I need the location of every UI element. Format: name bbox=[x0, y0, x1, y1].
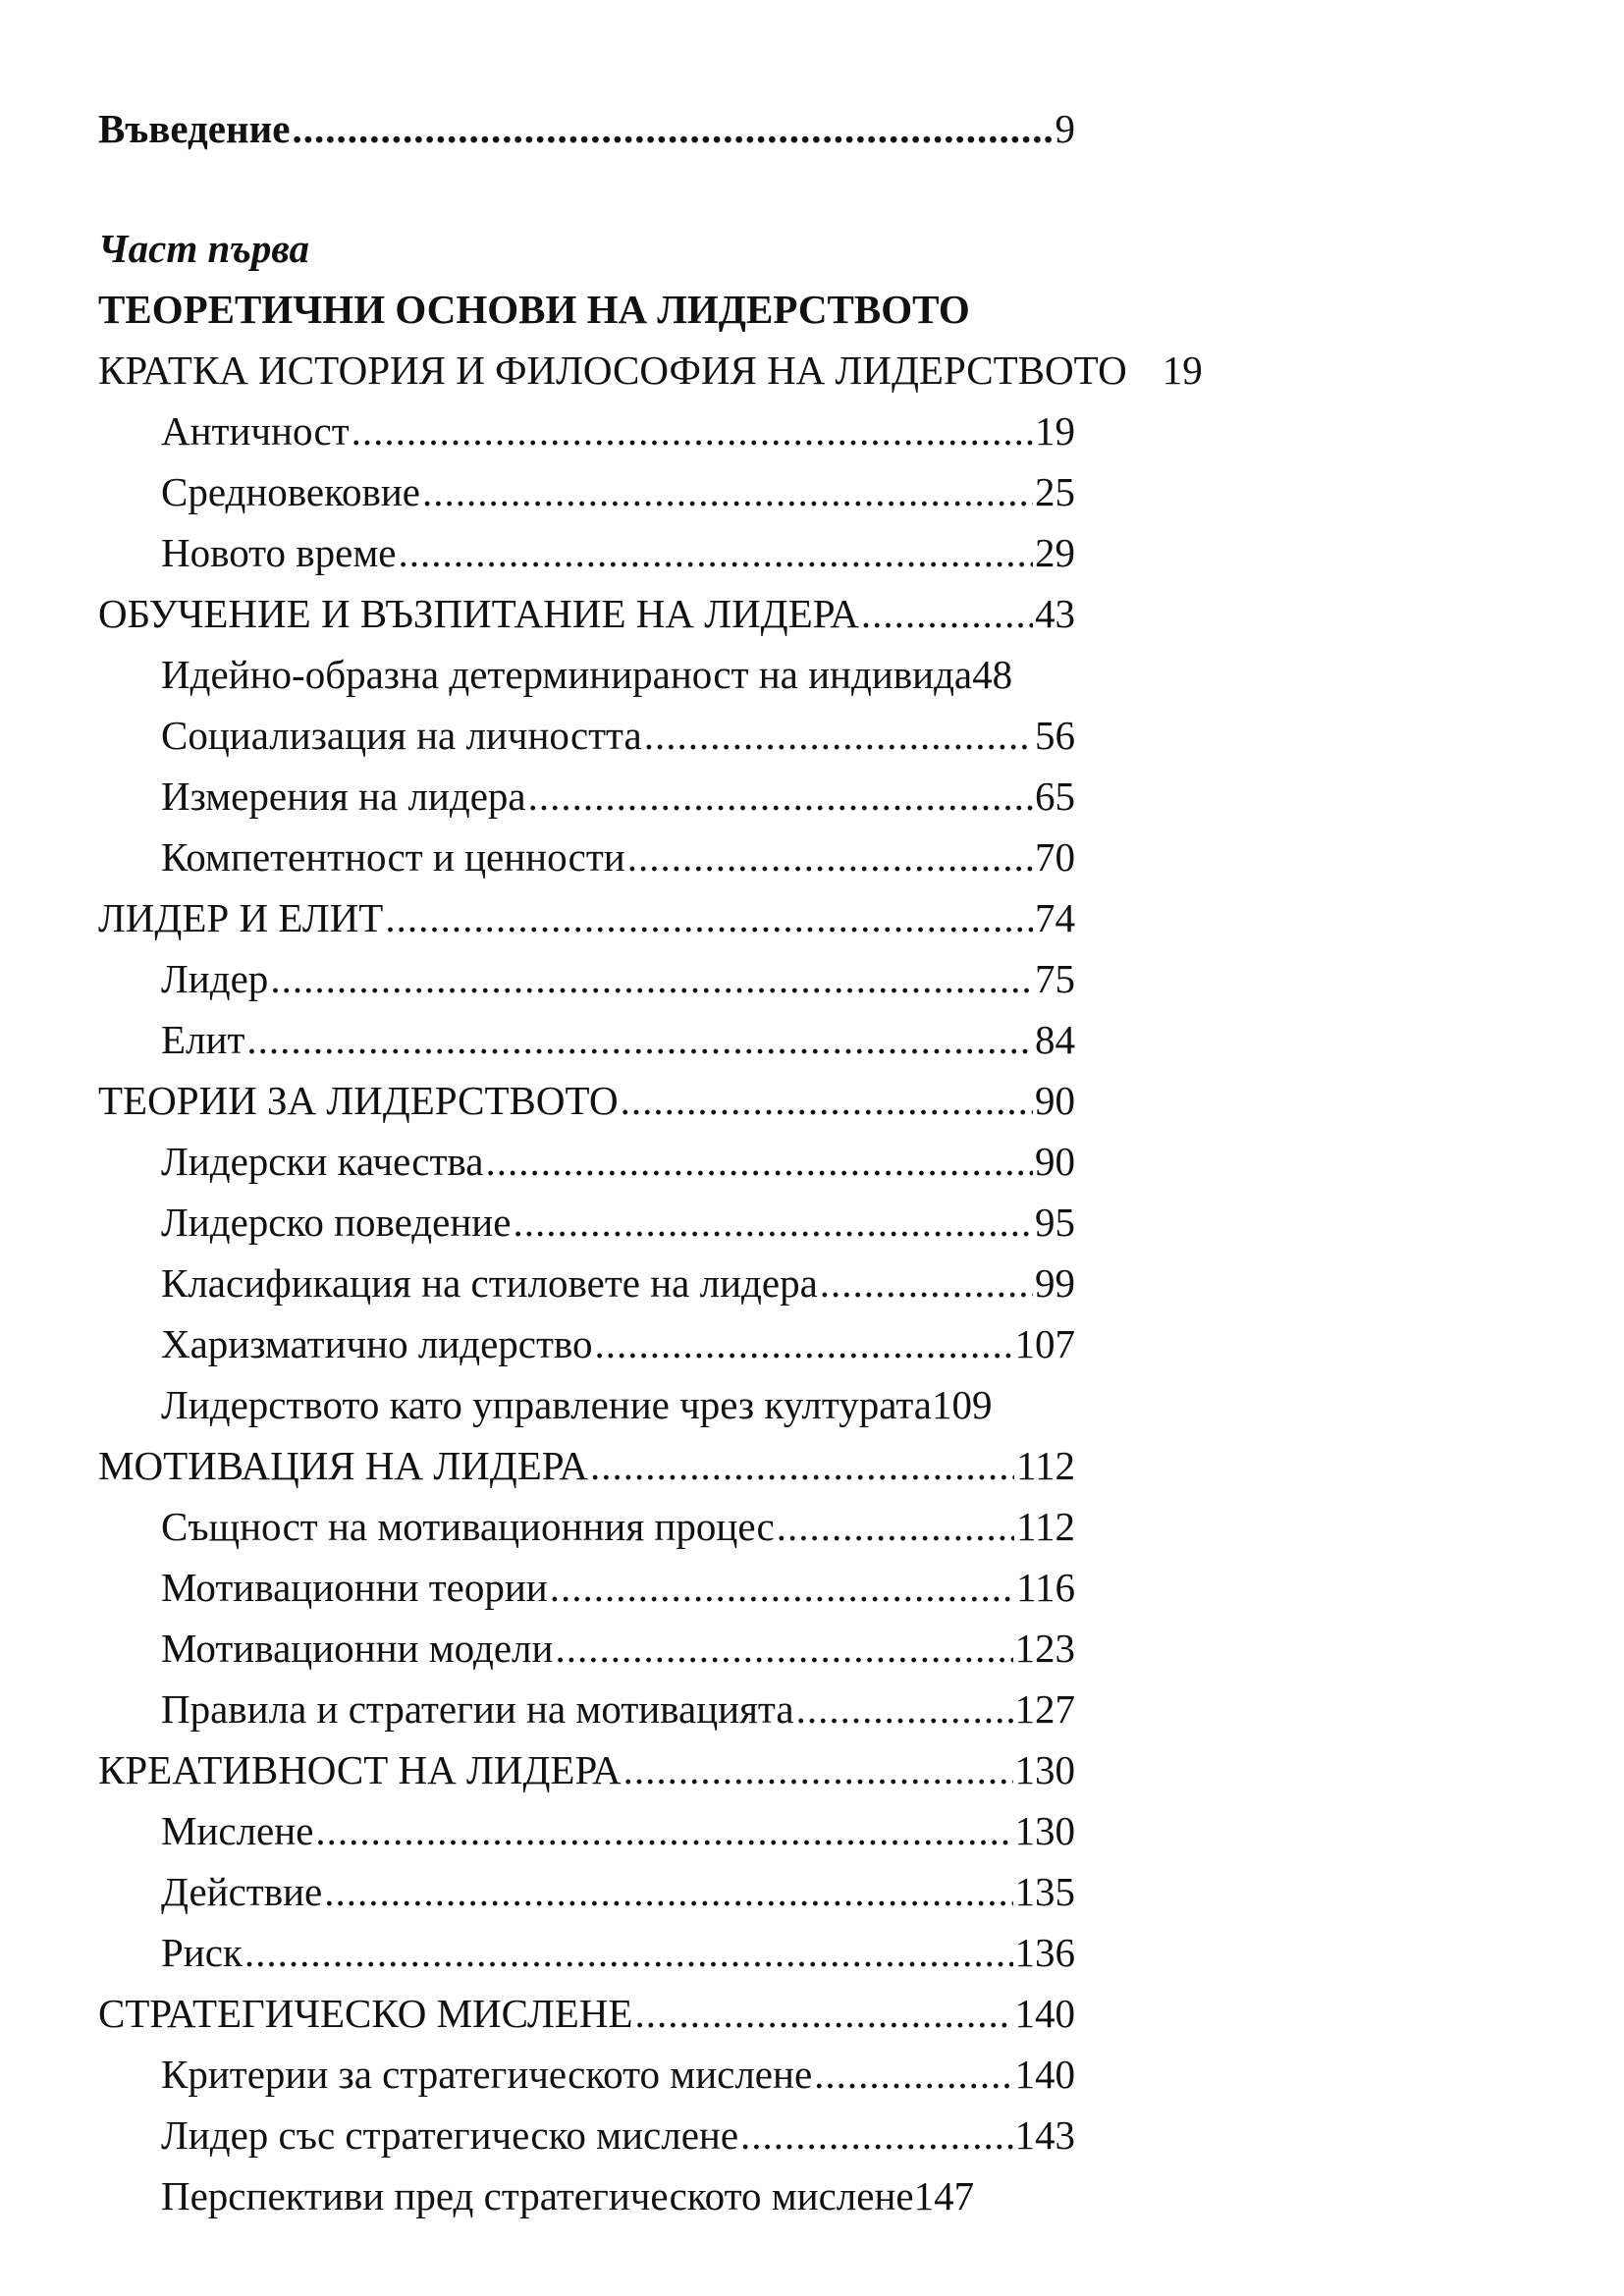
toc-section-title: Класификация на стиловете на лидера bbox=[161, 1260, 818, 1306]
toc-chapter-title: СТРАТЕГИЧЕСКО МИСЛЕНЕ bbox=[98, 1991, 633, 2036]
toc-section bbox=[98, 1618, 1075, 1679]
dot-leader bbox=[352, 400, 1033, 461]
toc-page-number: 140 bbox=[1014, 2052, 1075, 2097]
toc-section-title: Критерии за стратегическото мислене bbox=[161, 2052, 813, 2097]
toc-page-number: 48 bbox=[972, 652, 1013, 697]
dot-leader bbox=[550, 1557, 1014, 1618]
toc-page-number: 107 bbox=[1014, 1321, 1075, 1366]
toc-section bbox=[98, 1557, 1075, 1618]
toc-section-title: Лидерски качества bbox=[161, 1139, 484, 1184]
toc-chapter-title: МОТИВАЦИЯ НА ЛИДЕРА bbox=[98, 1443, 588, 1488]
dot-leader bbox=[814, 2044, 1012, 2105]
toc-section-title: Лидерско поведение bbox=[161, 1200, 512, 1245]
toc-page-number: 136 bbox=[1014, 1930, 1075, 1975]
toc-page-number: 90 bbox=[1035, 1139, 1075, 1184]
toc-section-title: Идейно-образна детерминираност на индивида bbox=[161, 652, 973, 697]
toc-chapter-title: ЛИДЕР И ЕЛИТ bbox=[98, 895, 384, 940]
toc-section-title: Лидерството като управление чрез културата bbox=[161, 1382, 932, 1427]
dot-leader bbox=[623, 1739, 1013, 1800]
toc-section-title: Действие bbox=[161, 1869, 323, 1914]
dot-leader bbox=[385, 887, 1033, 948]
toc-section bbox=[98, 1800, 1075, 1861]
dot-leader bbox=[861, 583, 1033, 644]
toc-section bbox=[98, 1009, 1075, 1070]
toc-section bbox=[98, 1922, 1075, 1983]
toc-section-title: Измерения на лидера bbox=[161, 774, 526, 819]
toc-section bbox=[98, 2044, 1075, 2105]
toc-section bbox=[98, 1374, 1075, 1435]
dot-leader bbox=[244, 1922, 1013, 1983]
toc-section-title: Лидер със стратегическо мислене bbox=[161, 2112, 739, 2158]
toc-page-number: 9 bbox=[1055, 106, 1075, 151]
toc-page-number: 130 bbox=[1014, 1808, 1075, 1853]
toc-chapter-title: ТЕОРИИ ЗА ЛИДЕРСТВОТО bbox=[98, 1078, 619, 1123]
toc-section bbox=[98, 2105, 1075, 2165]
dot-leader bbox=[590, 1435, 1014, 1496]
toc-chapter-title: ОБУЧЕНИЕ И ВЪЗПИТАНИЕ НА ЛИДЕРА bbox=[98, 591, 859, 636]
toc-section bbox=[98, 1192, 1075, 1253]
toc-page-number: 99 bbox=[1035, 1260, 1075, 1306]
dot-leader bbox=[292, 98, 1053, 159]
toc-page-number: 70 bbox=[1035, 834, 1075, 880]
toc-section-title: Мотивационни модели bbox=[161, 1626, 554, 1671]
part-label: Част първа bbox=[98, 226, 309, 271]
toc-section bbox=[98, 400, 1075, 461]
toc-section-title: Мотивационни теории bbox=[161, 1565, 548, 1610]
toc-section-title: Новото време bbox=[161, 530, 397, 575]
toc-section bbox=[98, 1253, 1075, 1313]
toc-page-number: 147 bbox=[913, 2173, 975, 2218]
dot-leader bbox=[644, 705, 1033, 766]
dot-leader bbox=[595, 1313, 1013, 1374]
toc-section bbox=[98, 948, 1075, 1009]
toc-chapter-title: КРЕАТИВНОСТ НА ЛИДЕРА bbox=[98, 1747, 622, 1792]
toc-page-number: 25 bbox=[1035, 469, 1075, 514]
dot-leader bbox=[777, 1496, 1014, 1557]
toc-page-number: 65 bbox=[1035, 774, 1075, 819]
toc-chapter-title: КРАТКА ИСТОРИЯ И ФИЛОСОФИЯ НА ЛИДЕРСТВОТО bbox=[98, 347, 1127, 393]
toc-section-title: Харизматично лидерство bbox=[161, 1321, 593, 1366]
toc-section bbox=[98, 644, 1075, 705]
toc-entry-title: Въведение bbox=[98, 106, 291, 151]
toc-chapter bbox=[98, 340, 1306, 400]
dot-leader bbox=[324, 1861, 1012, 1922]
toc-page-number: 19 bbox=[1162, 347, 1203, 393]
toc-section bbox=[98, 1679, 1075, 1739]
toc-chapter bbox=[98, 1435, 1075, 1496]
toc-page-number: 116 bbox=[1016, 1565, 1075, 1610]
dot-leader bbox=[422, 461, 1033, 522]
toc-section bbox=[98, 827, 1075, 887]
toc-entry-introduction bbox=[98, 98, 1075, 159]
dot-leader bbox=[513, 1192, 1033, 1253]
dot-leader bbox=[796, 1679, 1013, 1739]
toc-page-number: 127 bbox=[1014, 1686, 1075, 1732]
toc-page-number: 140 bbox=[1014, 1991, 1075, 2036]
toc-chapter bbox=[98, 1070, 1075, 1131]
dot-leader bbox=[740, 2105, 1012, 2165]
toc-chapter bbox=[98, 583, 1075, 644]
dot-leader bbox=[820, 1253, 1033, 1313]
toc-section-title: Компетентност и ценности bbox=[161, 834, 625, 880]
toc-page-number: 112 bbox=[1016, 1443, 1075, 1488]
toc-section bbox=[98, 2165, 1075, 2226]
toc-section-title: Лидер bbox=[161, 956, 269, 1001]
dot-leader bbox=[555, 1618, 1012, 1679]
toc-section bbox=[98, 461, 1075, 522]
toc-page-number: 143 bbox=[1014, 2112, 1075, 2158]
toc-section-title: Мислене bbox=[161, 1808, 314, 1853]
dot-leader bbox=[485, 1131, 1033, 1192]
toc-page-number: 95 bbox=[1035, 1200, 1075, 1245]
toc-page-number: 135 bbox=[1014, 1869, 1075, 1914]
toc-section bbox=[98, 705, 1075, 766]
toc-page-number: 43 bbox=[1035, 591, 1075, 636]
toc-page-number: 75 bbox=[1035, 956, 1075, 1001]
toc-page-number: 123 bbox=[1014, 1626, 1075, 1671]
toc-section-title: Същност на мотивационния процес bbox=[161, 1504, 775, 1549]
part-title: ТЕОРЕТИЧНИ ОСНОВИ НА ЛИДЕРСТВОТО bbox=[98, 287, 970, 332]
toc-page-number: 109 bbox=[932, 1382, 993, 1427]
toc-page-number: 112 bbox=[1016, 1504, 1075, 1549]
toc-section-title: Античност bbox=[161, 408, 350, 454]
toc-chapter bbox=[98, 1983, 1075, 2044]
toc-page-number: 90 bbox=[1035, 1078, 1075, 1123]
toc-section bbox=[98, 1131, 1075, 1192]
toc-page-number: 74 bbox=[1035, 895, 1075, 940]
dot-leader bbox=[621, 1070, 1033, 1131]
toc-section-title: Перспективи пред стратегическото мислене bbox=[161, 2173, 914, 2218]
toc-section-title: Елит bbox=[161, 1017, 245, 1062]
toc-page-number: 29 bbox=[1035, 530, 1075, 575]
dot-leader bbox=[627, 827, 1033, 887]
toc-section-title: Риск bbox=[161, 1930, 243, 1975]
toc-section bbox=[98, 766, 1075, 827]
toc-page-number: 130 bbox=[1014, 1747, 1075, 1792]
toc-section bbox=[98, 522, 1075, 583]
toc-chapter bbox=[98, 1739, 1075, 1800]
toc-section bbox=[98, 1496, 1075, 1557]
toc-page-number: 84 bbox=[1035, 1017, 1075, 1062]
toc-section bbox=[98, 1313, 1075, 1374]
toc-section-title: Средновековие bbox=[161, 469, 420, 514]
toc-section-title: Правила и стратегии на мотивацията bbox=[161, 1686, 794, 1732]
table-of-contents bbox=[98, 98, 1306, 2226]
toc-section bbox=[98, 1861, 1075, 1922]
toc-section-title: Социализация на личността bbox=[161, 713, 642, 758]
dot-leader bbox=[315, 1800, 1012, 1861]
dot-leader bbox=[270, 948, 1033, 1009]
toc-page-number: 19 bbox=[1035, 408, 1075, 454]
dot-leader bbox=[528, 766, 1033, 827]
dot-leader bbox=[634, 1983, 1012, 2044]
dot-leader bbox=[398, 522, 1033, 583]
toc-chapter bbox=[98, 887, 1075, 948]
toc-page-number: 56 bbox=[1035, 713, 1075, 758]
dot-leader bbox=[246, 1009, 1033, 1070]
